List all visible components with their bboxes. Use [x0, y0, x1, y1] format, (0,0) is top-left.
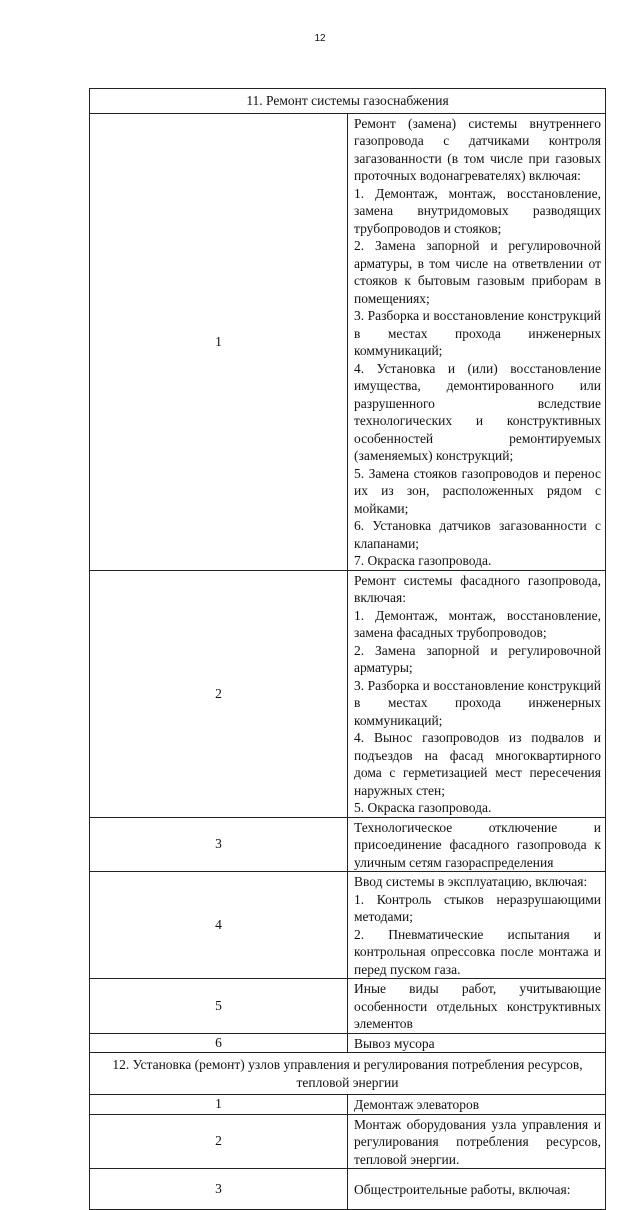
row-number: 1 [90, 1095, 348, 1115]
table-row [90, 817, 606, 872]
section-header-row [90, 1053, 606, 1095]
row-number: 4 [90, 872, 348, 979]
description-line: Ремонт системы фасадного газопровода, включая: [354, 572, 601, 605]
description-line: 3. Разборка и восстановление конструкций в местах прохода инженерных коммуникаций; [354, 308, 601, 358]
description-line: Демонтаж элеваторов [354, 1097, 480, 1112]
row-number: 5 [90, 979, 348, 1034]
table-row [90, 1114, 606, 1169]
description-line: 7. Окраска газопровода. [354, 553, 492, 568]
description-line: 5. Окраска газопровода. [354, 800, 492, 815]
row-description [348, 1169, 606, 1210]
page-number: 12 [314, 33, 326, 44]
row-number: 2 [90, 1114, 348, 1169]
description-line: 6. Установка датчиков загазованности с клапанами; [354, 518, 601, 551]
row-number: 3 [90, 1169, 348, 1210]
description-line: Общестроительные работы, включая: [354, 1181, 571, 1197]
table-row [90, 1169, 606, 1210]
row-number: 3 [90, 817, 348, 872]
description-line: Ввод системы в эксплуатацию, включая: [354, 874, 588, 889]
table-row [90, 872, 606, 979]
row-description [348, 113, 606, 570]
description-line: 5. Замена стояков газопроводов и перенос их из зон, расположенных рядом с мойками; [354, 465, 601, 516]
row-description [348, 1114, 606, 1169]
description-line: 2. Замена запорной и регулировочной арматуры; [354, 642, 601, 675]
row-description [348, 1095, 606, 1115]
row-description [348, 979, 606, 1034]
description-line: Технологическое отключение и присоединение фасадного газопровода к уличным сетям газораспределения [354, 819, 601, 870]
row-number: 1 [90, 113, 348, 570]
row-number: 2 [90, 570, 348, 817]
description-line: 1. Контроль стыков неразрушающими методами; [354, 891, 601, 924]
table-row [90, 570, 606, 817]
section-header-row [90, 89, 606, 114]
table-row [90, 979, 606, 1034]
works-table [89, 88, 606, 1210]
description-line: Иные виды работ, учитывающие особенности отдельных конструктивных элементов [354, 981, 601, 1031]
row-description [348, 1033, 606, 1053]
description-line: 4. Установка и (или) восстановление имущества, демонтированного или разрушенного вследствие технологических и конструктивных особенностей ремонтируемых (заменяемых) конструкций; [354, 360, 601, 463]
description-line: 1. Демонтаж, монтаж, восстановление, замена внутридомовых разводящих трубопроводов и стояков; [354, 185, 601, 236]
row-description [348, 872, 606, 979]
table-row [90, 1095, 606, 1115]
description-line: 3. Разборка и восстановление конструкций в местах прохода инженерных коммуникаций; [354, 677, 601, 728]
section-title: 12. Установка (ремонт) узлов управления и регулирования потребления ресурсов, тепловой энергии [90, 1053, 606, 1095]
description-line: Вывоз мусора [354, 1035, 435, 1051]
table-row [90, 1033, 606, 1053]
row-number: 6 [90, 1033, 348, 1053]
description-line: 2. Замена запорной и регулировочной арматуры, в том числе на ответвлении от стояков к бытовым газовым приборам в помещениях; [354, 238, 601, 306]
row-description [348, 570, 606, 817]
table-row [90, 113, 606, 570]
description-line: 4. Вынос газопроводов из подвалов и подъездов на фасад многоквартирного дома с герметизацией мест пересечения наружных стен; [354, 730, 601, 798]
row-description [348, 817, 606, 872]
section-title: 11. Ремонт системы газоснабжения [90, 89, 606, 114]
description-line: Монтаж оборудования узла управления и регулирования потребления ресурсов, тепловой энергии. [354, 1116, 601, 1167]
description-line: Ремонт (замена) системы внутреннего газопровода с датчиками контроля загазованности (в том числе при газовых проточных водонагревателях) включая: [354, 115, 601, 183]
description-line: 1. Демонтаж, монтаж, восстановление, замена фасадных трубопроводов; [354, 607, 601, 640]
description-line: 2. Пневматические испытания и контрольная опрессовка после монтажа и перед пуском газа. [354, 926, 601, 977]
